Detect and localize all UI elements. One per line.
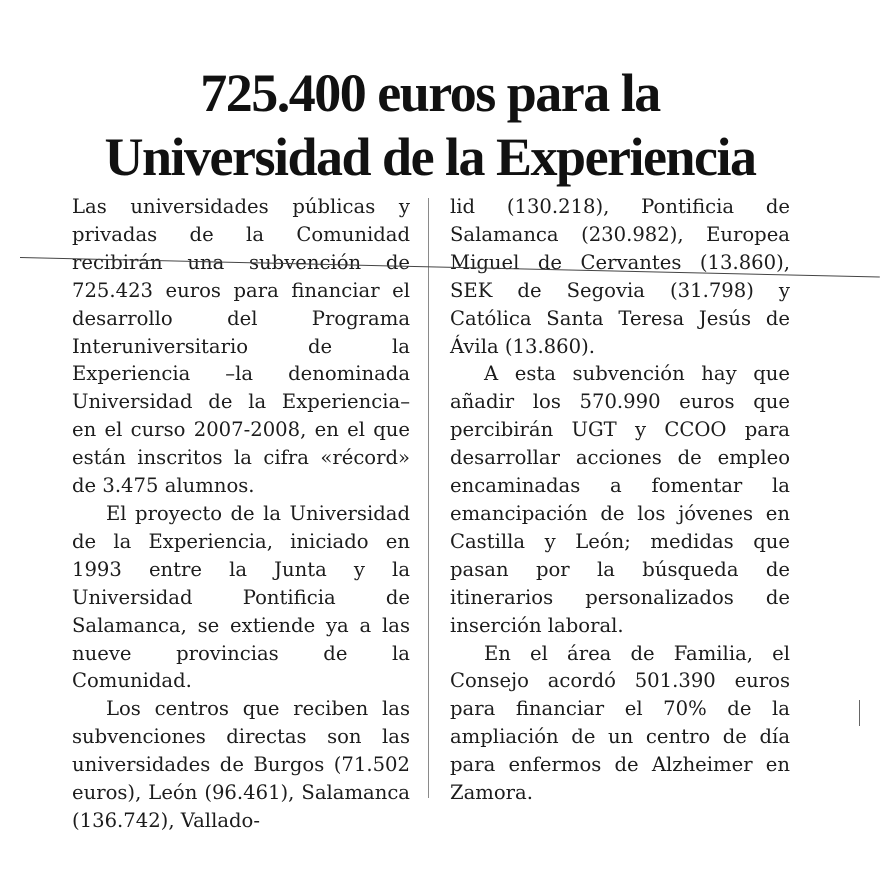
paragraph: Las universidades públicas y privadas de la Comunidad recibirán una subvención de 725.423 euros para financiar el desarrollo del Programa Interuniversitario de la Experiencia –la denominada Universidad de la Experiencia– en el curso 2007-2008, en el que están inscritos la cifra «récord» de 3.475 alumnos. (72, 195, 410, 498)
paragraph: Los centros que reciben las subvenciones directas son las universidades de Burgos (71.502 euros), León (96.461), Salamanca (136.742), Vallado- (72, 697, 410, 832)
right-column (450, 193, 790, 807)
paragraph: El proyecto de la Universidad de la Experiencia, iniciado en 1993 entre la Junta y la Universidad Pontificia de Salamanca, se extiende ya a las nueve provincias de la Comunidad. (72, 501, 410, 693)
headline (70, 61, 790, 189)
column-divider (428, 198, 429, 798)
paragraph: En el área de Familia, el Consejo acordó 501.390 euros para financiar el 70% de la ampliación de un centro de día para enfermos de Alzheimer en Zamora. (450, 641, 790, 805)
scan-artifact-mark (859, 700, 860, 726)
left-column (72, 193, 410, 835)
paragraph: A esta subvención hay que añadir los 570.990 euros que percibirán UGT y CCOO para desarrollar acciones de empleo encaminadas a fomentar la emancipación de los jóvenes en Castilla y León; medidas que pasan por la búsqueda de itinerarios personalizados de inserción laboral. (450, 362, 790, 637)
headline-line-1: 725.400 euros para la (200, 63, 660, 124)
headline-line-2: Universidad de la Experiencia (104, 127, 756, 188)
paragraph: lid (130.218), Pontificia de Salamanca (230.982), Europea Miguel de Cervantes (13.860), SEK de Segovia (31.798) y Católica Santa Teresa Jesús de Ávila (13.860). (450, 195, 790, 358)
